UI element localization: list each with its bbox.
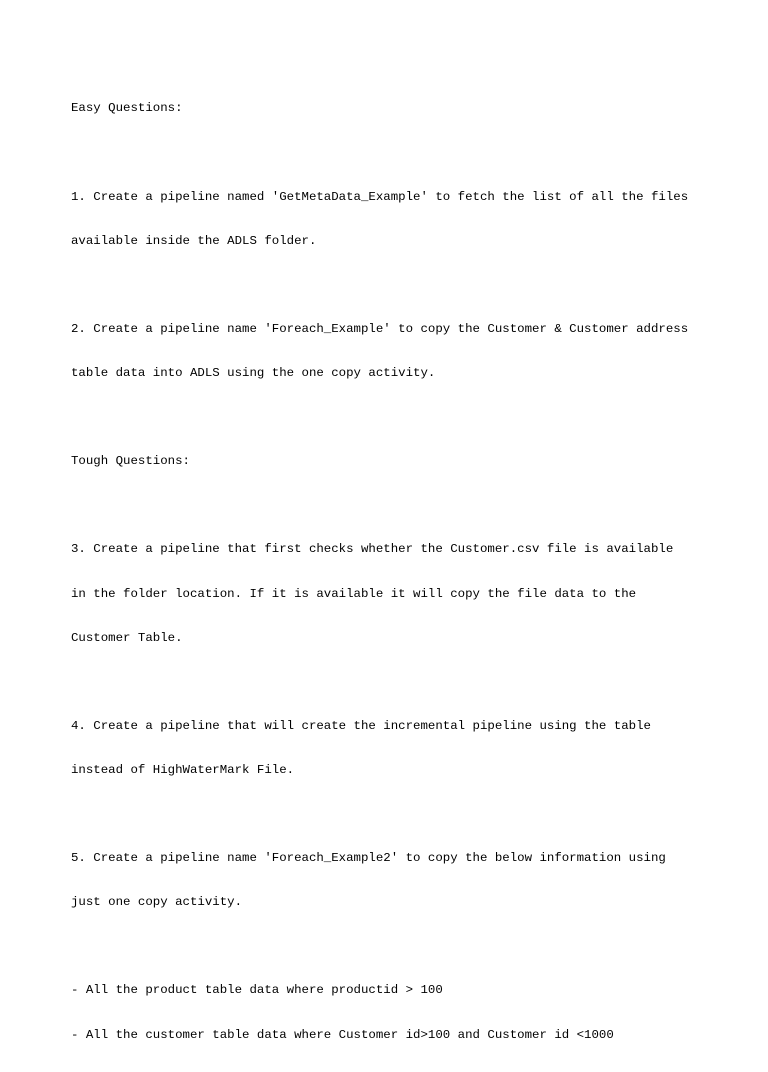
question-5 bbox=[71, 822, 728, 940]
question-line: instead of HighWaterMark File. bbox=[71, 762, 295, 777]
question-line: 1. Create a pipeline named 'GetMetaData_Example' to fetch the list of all the files bbox=[71, 189, 689, 204]
question-line: 5. Create a pipeline name 'Foreach_Example2' to copy the below information using bbox=[71, 851, 666, 866]
bullet-item: - All the product table data where productid > 100 bbox=[71, 983, 443, 998]
question-2 bbox=[71, 293, 728, 411]
question-1 bbox=[71, 160, 728, 278]
question-line: table data into ADLS using the one copy activity. bbox=[71, 366, 436, 381]
heading-text: Tough Questions: bbox=[71, 454, 190, 469]
question-line: available inside the ADLS folder. bbox=[71, 233, 317, 248]
heading-text: Easy Questions: bbox=[71, 101, 183, 116]
easy-questions-heading bbox=[71, 72, 728, 146]
question-line: 4. Create a pipeline that will create the incremental pipeline using the table bbox=[71, 718, 651, 733]
question-line: 2. Create a pipeline name 'Foreach_Example' to copy the Customer & Customer address bbox=[71, 321, 689, 336]
question-line: Customer Table. bbox=[71, 630, 183, 645]
bullet-item: - All the customer table data where Customer id>100 and Customer id <1000 bbox=[71, 1027, 614, 1042]
bullet-list bbox=[71, 954, 728, 1072]
question-line: 3. Create a pipeline that first checks whether the Customer.csv file is available bbox=[71, 542, 674, 557]
question-3 bbox=[71, 513, 728, 675]
tough-questions-heading bbox=[71, 425, 728, 499]
question-line: just one copy activity. bbox=[71, 895, 243, 910]
question-4 bbox=[71, 689, 728, 807]
question-line: in the folder location. If it is available it will copy the file data to the bbox=[71, 586, 637, 601]
